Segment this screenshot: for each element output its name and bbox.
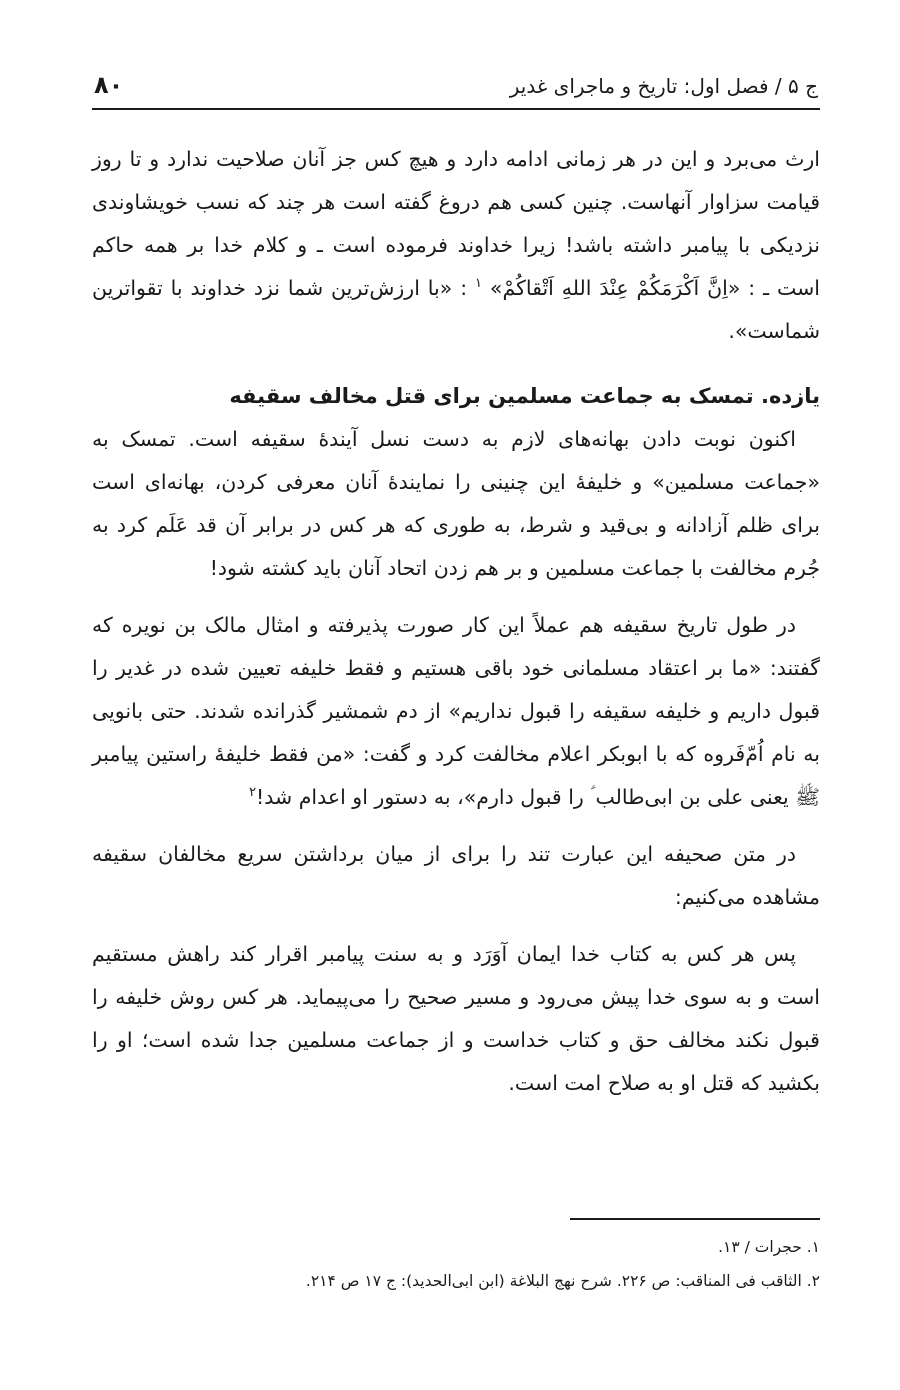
paragraph-text: ارث می‌برد و این در هر زمانی ادامه دارد و هیچ کس جز آنان صلاحیت ندارد و تا روز قیامت سزاوار آنهاست. چنین کسی هم دروغ گفته است هر چند که نسب خویشاوندی نزدیکی با پیامبر داشته باشد! زیرا خداوند فرموده است ـ و کلام خدا بر همه حاکم است ـ : «اِنَّ اَکْرَمَکُمْ عِنْدَ اللهِ اَتْقاکُمْ»	[92, 147, 820, 300]
paragraph-history	[92, 604, 820, 819]
paragraph-text-end: : «با ارزش‌ترین شما نزد خداوند با تقواترین شماست».	[92, 276, 820, 343]
footnote-ref-1: ۱	[475, 276, 482, 292]
body-text	[92, 138, 820, 1105]
page-content	[92, 60, 820, 1105]
footnotes	[92, 1218, 820, 1298]
section-heading: یازده. تمسک به جماعت مسلمین برای قتل مخالف سقیفه	[229, 384, 820, 408]
running-title: ج ۵ / فصل اول: تاریخ و ماجرای غدیر	[509, 74, 818, 98]
paragraph-scroll-intro: در متن صحیفه این عبارت تند را برای از میان برداشتن سریع مخالفان سقیفه مشاهده می‌کنیم:	[92, 842, 820, 909]
footnote-2: ۲. الثاقب فی المناقب: ص ۲۲۶. شرح نهج البلاغة (ابن ابی‌الحدید): ج ۱۷ ص ۲۱۴.	[305, 1272, 820, 1290]
running-header	[92, 60, 820, 110]
paragraph-quote: پس هر کس به کتاب خدا ایمان آوَرَد و به سنت پیامبر اقرار کند راهش مستقیم است و به سوی خدا پیش می‌رود و مسیر صحیح را می‌پیماید. هر کس روش خلیفه را قبول نکند مخالف حق و کتاب خداست و از جماعت مسلمین جدا شده است؛ او را بکشید که قتل او به صلاح امت است.	[92, 942, 820, 1095]
paragraph-text: در طول تاریخ سقیفه هم عملاً این کار صورت پذیرفته و امثال مالک بن نویره که گفتند: «ما بر اعتقاد مسلمانی خود باقی هستیم و فقط خلیفه تعیین شده در غدیر را قبول داریم و خلیفه سقیفه را قبول نداریم» از دم شمشیر گذرانده شدند. حتی بانویی به نام اُمّ‌فَروه که با ابوبکر اعلام مخالفت کرد و گفت: «من فقط خلیفهٔ راستین پیامبر ﷺ یعنی علی بن ابی‌طالب ؑ را قبول دارم»، به دستور او اعدام شد!	[92, 613, 820, 809]
paragraph-continued	[92, 138, 820, 353]
footnote-1: ۱. حجرات / ۱۳.	[718, 1238, 820, 1256]
page-number: ۸۰	[94, 71, 124, 99]
paragraph-excuses: اکنون نوبت دادن بهانه‌های لازم به دست نسل آیندهٔ سقیفه است. تمسک به «جماعت مسلمین» و خلیفهٔ این چنینی را نمایندهٔ آنان معرفی کردن، بهانه‌ای است برای ظلم آزادانه و بی‌قید و شرط، به طوری که هر کس در برابر آن قد عَلَم کرد به جُرم مخالفت با جماعت مسلمین و بر هم زدن اتحاد آنان باید کشته شود!	[92, 427, 820, 580]
footnote-ref-2: ۲	[249, 785, 257, 801]
footnote-divider	[570, 1218, 820, 1220]
